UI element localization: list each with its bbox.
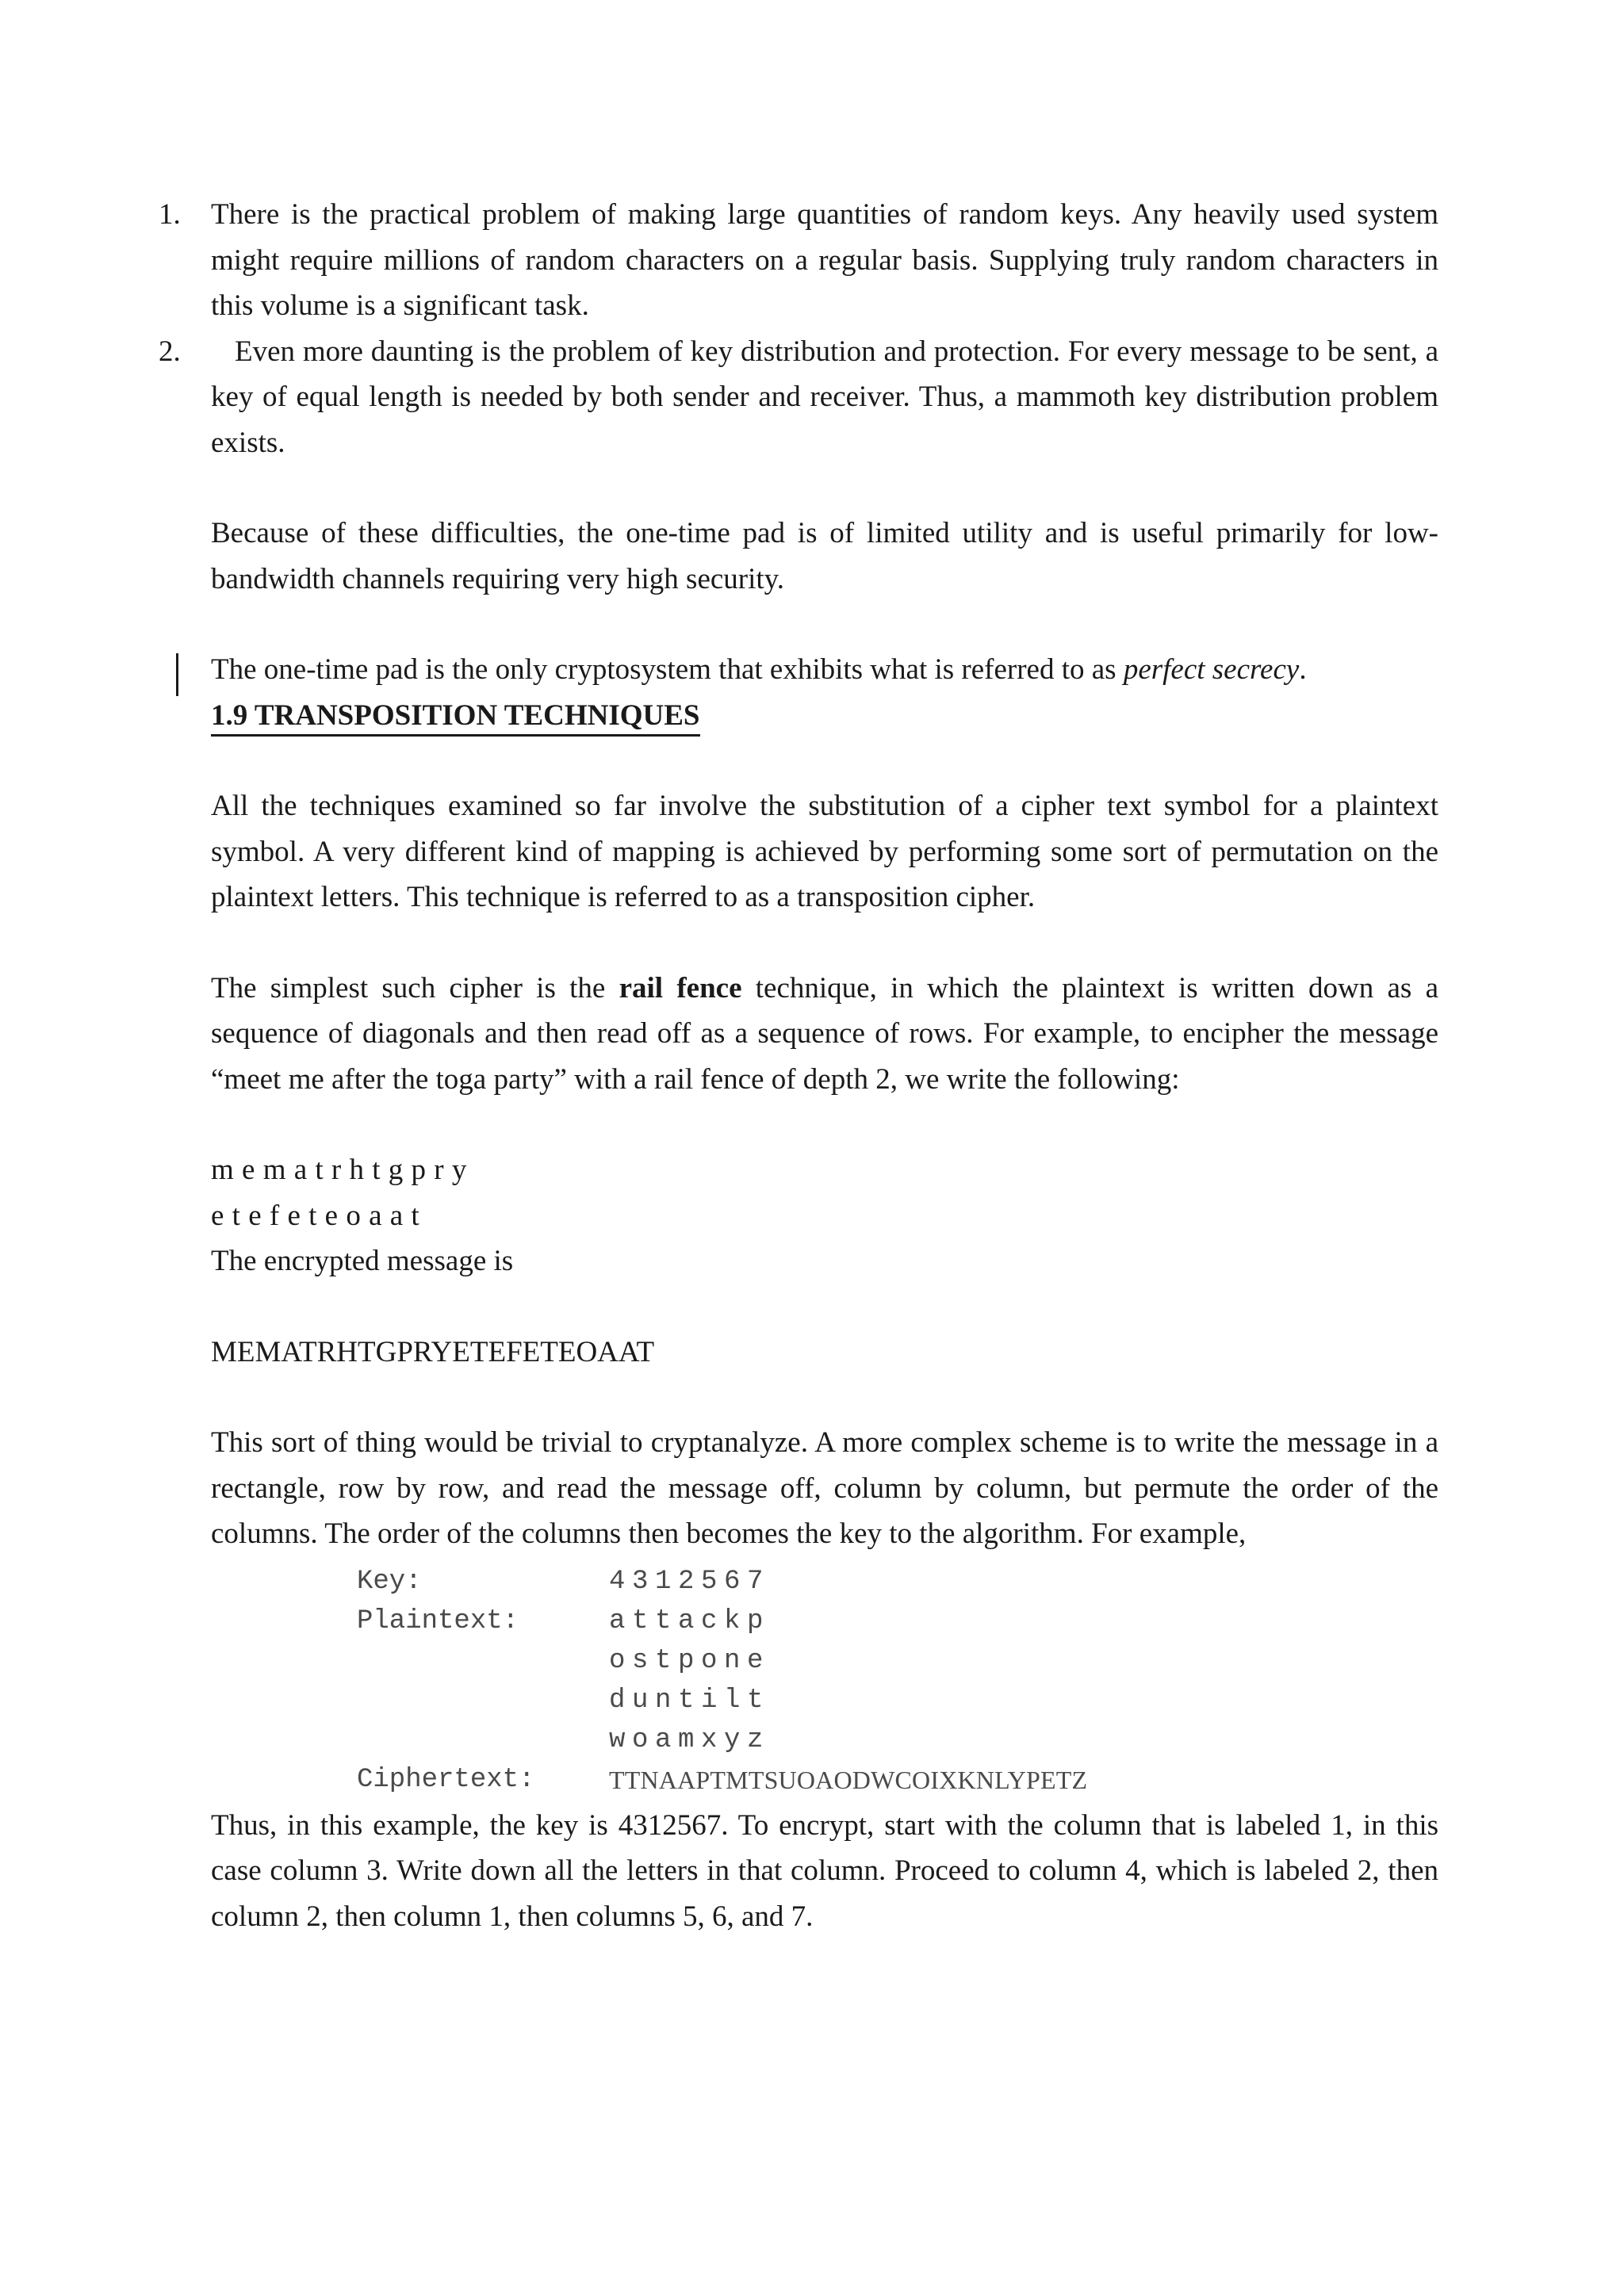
plaintext-label: Plaintext:: [357, 1605, 519, 1636]
plaintext-letter: x: [701, 1724, 718, 1755]
plaintext-letter: l: [724, 1685, 741, 1716]
perfect-secrecy-after: .: [1299, 653, 1307, 686]
plaintext-letter: p: [747, 1605, 764, 1636]
section-heading: 1.9 TRANSPOSITION TECHNIQUES: [211, 698, 700, 737]
key-digit: 3: [632, 1566, 649, 1597]
key-values: [609, 1562, 770, 1601]
key-row: [357, 1562, 1438, 1601]
plaintext-letter: z: [747, 1724, 764, 1755]
plaintext-row: [357, 1720, 1438, 1760]
columnar-example: [357, 1562, 1438, 1800]
rail-fence-before: The simplest such cipher is the: [211, 971, 619, 1004]
ciphertext-row: [357, 1760, 1438, 1800]
plaintext-letter: t: [678, 1685, 695, 1716]
plaintext-letter: w: [609, 1724, 626, 1755]
plaintext-letter: p: [678, 1645, 695, 1676]
key-digit: 4: [609, 1566, 626, 1597]
rail-row-2: e t e f e t e o a a t: [211, 1199, 420, 1232]
plaintext-letter: n: [655, 1685, 672, 1716]
paragraph-perfect-secrecy: [211, 647, 1438, 693]
plaintext-letter: n: [724, 1645, 741, 1676]
list-item-1: [159, 192, 1438, 329]
plaintext-letter: t: [655, 1605, 672, 1636]
list-item-text: Even more daunting is the problem of key distribution and protection. For every message to be sent, a key of equal length is needed by both sender and receiver. Thus, a mammoth key distribution problem exists.: [211, 335, 1438, 459]
ciphertext-label: Ciphertext:: [357, 1764, 535, 1795]
plaintext-letter: k: [724, 1605, 741, 1636]
plaintext-letter: o: [609, 1645, 626, 1676]
plaintext-letter: u: [632, 1685, 649, 1716]
plaintext-row: [357, 1641, 1438, 1681]
encrypted-message: MEMATRHTGPRYETEFETEOAAT: [211, 1335, 655, 1368]
key-digit: 5: [701, 1566, 718, 1597]
rail-row-1: m e m a t r h t g p r y: [211, 1154, 467, 1186]
plaintext-row-values: [609, 1641, 770, 1681]
plaintext-letter: c: [701, 1605, 718, 1636]
paragraph-complex-scheme: This sort of thing would be trivial to cryptanalyze. A more complex scheme is to write the message in a rectangle, row by row, and read the message off, column by column, but permute the order of the columns. The order of the columns then becomes the key to the algorithm. For example,: [211, 1426, 1438, 1550]
key-label: Key:: [357, 1566, 422, 1597]
change-bar: [176, 653, 178, 696]
list-number: 2.: [159, 335, 181, 368]
plaintext-letter: d: [609, 1685, 626, 1716]
plaintext-letter: y: [724, 1724, 741, 1755]
paragraph-conclusion: Thus, in this example, the key is 4312567. To encrypt, start with the column that is labeled 1, in this case column 3. Write down all the letters in that column. Proceed to column 4, which is labeled 2, then column 2, then column 1, then columns 5, 6, and 7.: [211, 1808, 1438, 1933]
key-digit: 6: [724, 1566, 741, 1597]
plaintext-row: [357, 1681, 1438, 1720]
section-heading-container: [211, 693, 1438, 739]
plaintext-letter: t: [747, 1685, 764, 1716]
list-item-text: There is the practical problem of making large quantities of random keys. Any heavily used system might require millions of random characters on a regular basis. Supplying truly random characters in this volume is a significant task.: [211, 198, 1438, 322]
plaintext-letter: a: [609, 1605, 626, 1636]
plaintext-letter: s: [632, 1645, 649, 1676]
plaintext-letter: m: [678, 1724, 695, 1755]
plaintext-letter: o: [632, 1724, 649, 1755]
rail-fence-term: rail fence: [619, 971, 742, 1004]
paragraph-difficulties: Because of these difficulties, the one-time pad is of limited utility and is useful primarily for low-bandwidth channels requiring very high security.: [211, 517, 1438, 595]
paragraph-intro: All the techniques examined so far involve the substitution of a cipher text symbol for a plaintext symbol. A very different kind of mapping is achieved by performing some sort of permutation on the plaintext letters. This technique is referred to as a transposition cipher.: [211, 790, 1438, 913]
plaintext-row-values: [609, 1720, 770, 1760]
page-content: [159, 192, 1439, 1939]
list-number: 1.: [159, 198, 181, 231]
rail-fence-after: technique, in which the plaintext is written down as a sequence of diagonals and then read off as a sequence of rows. For example, to encipher the message “meet me after the toga party” with a rail fence of depth 2, we write the following:: [211, 971, 1439, 1096]
plaintext-letter: i: [701, 1685, 718, 1716]
plaintext-letter: t: [655, 1645, 672, 1676]
encrypted-label: The encrypted message is: [211, 1245, 514, 1277]
plaintext-letter: a: [678, 1605, 695, 1636]
plaintext-letter: o: [701, 1645, 718, 1676]
list-item-2: [159, 329, 1438, 466]
plaintext-letter: e: [747, 1645, 764, 1676]
perfect-secrecy-term: perfect secrecy: [1123, 653, 1300, 686]
plaintext-row-values: [609, 1601, 770, 1641]
key-digit: 7: [747, 1566, 764, 1597]
paragraph-rail-fence: [211, 966, 1438, 1103]
plaintext-letter: a: [655, 1724, 672, 1755]
ciphertext-value: TTNAAPTMTSUOAODWCOIXKNLYPETZ: [609, 1765, 1088, 1794]
key-digit: 2: [678, 1566, 695, 1597]
plaintext-row: [357, 1601, 1438, 1641]
key-digit: 1: [655, 1566, 672, 1597]
plaintext-letter: t: [632, 1605, 649, 1636]
plaintext-row-values: [609, 1681, 770, 1720]
perfect-secrecy-before: The one-time pad is the only cryptosystem that exhibits what is referred to as: [211, 653, 1124, 686]
